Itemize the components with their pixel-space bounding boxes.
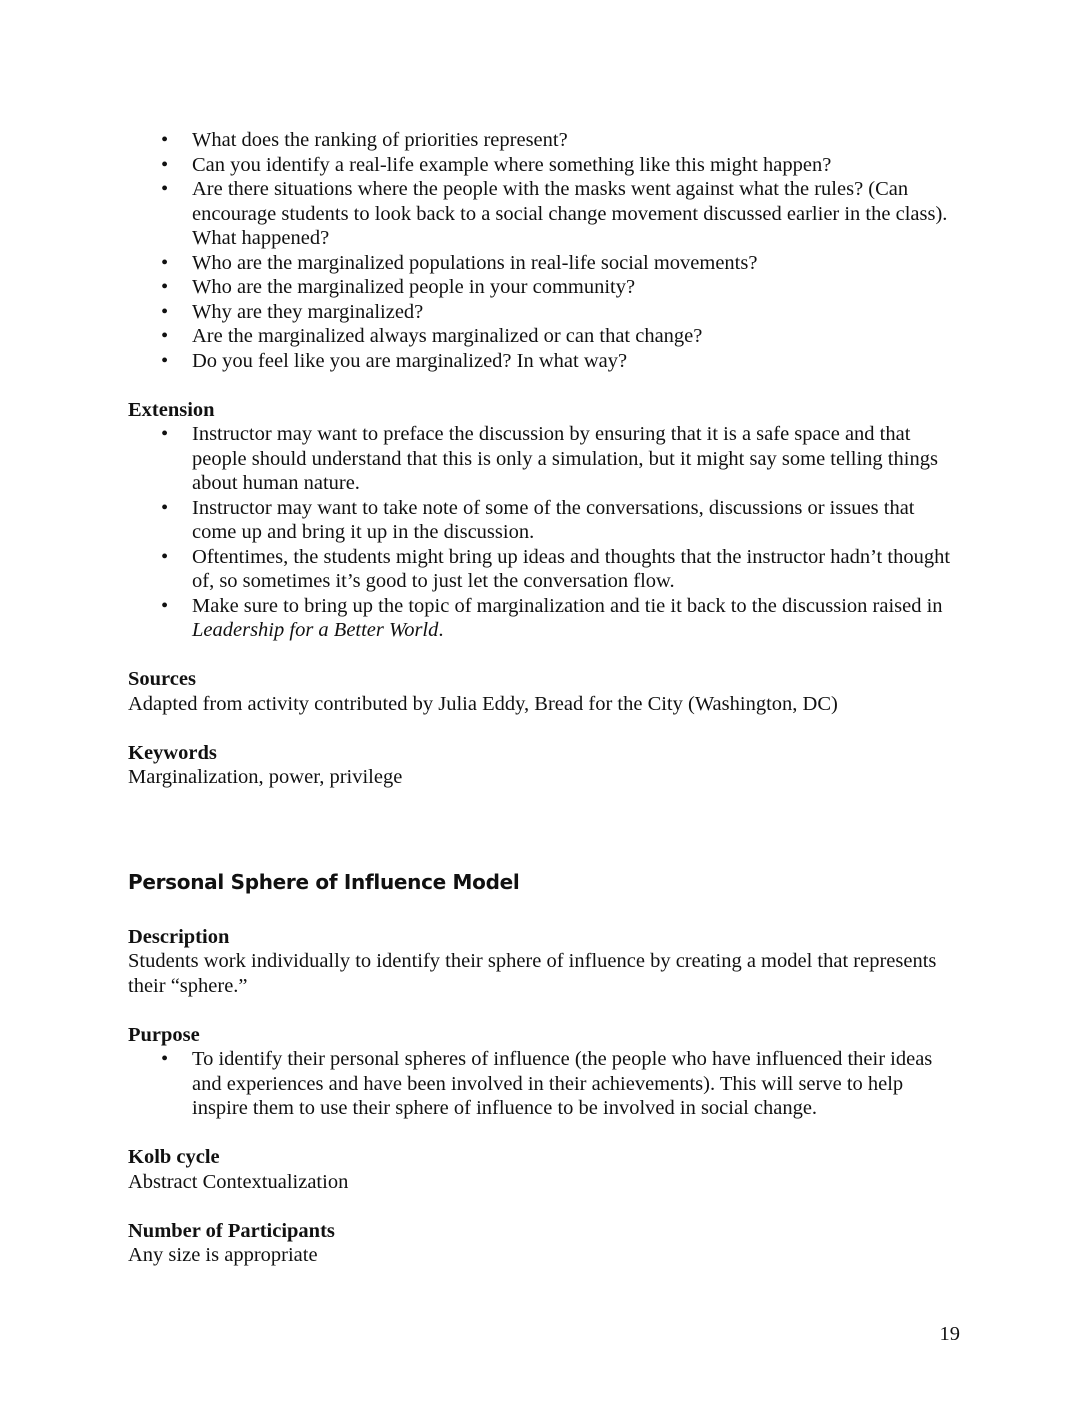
list-item xyxy=(192,594,958,643)
keywords-text: Marginalization, power, privilege xyxy=(128,766,403,788)
purpose-heading: Purpose xyxy=(128,1023,200,1046)
list-item: • Why are they marginalized? xyxy=(192,300,958,325)
extension-last-item-text: Make sure to bring up the topic of marginalization and tie it back to the discussion raised in xyxy=(192,594,943,617)
list-item: • Instructor may want to preface the discussion by ensuring that it is a safe space and that people should understand that this is only a simulation, but it might say some telling things about human nature. xyxy=(192,422,958,496)
purpose-list xyxy=(128,1047,958,1121)
description-text: Students work individually to identify their sphere of influence by creating a model that represents their “sphere.” xyxy=(128,950,937,997)
discussion-questions-list xyxy=(128,128,958,373)
list-item: • Do you feel like you are marginalized? In what way? xyxy=(192,349,958,374)
list-item: • What does the ranking of priorities represent? xyxy=(192,128,958,153)
list-item: • Can you identify a real-life example where something like this might happen? xyxy=(192,153,958,178)
list-item: • Are the marginalized always marginalized or can that change? xyxy=(192,324,958,349)
book-title: Leadership for a Better World xyxy=(192,619,439,641)
page-content xyxy=(128,128,958,1268)
list-item: • Who are the marginalized people in your community? xyxy=(192,275,958,300)
description-heading: Description xyxy=(128,925,230,948)
list-item: • Instructor may want to take note of some of the conversations, discussions or issues that come up and bring it up in the discussion. xyxy=(192,496,958,545)
page-number: 19 xyxy=(939,1323,960,1345)
extension-list xyxy=(128,422,958,643)
participants-heading: Number of Participants xyxy=(128,1219,335,1242)
sources-heading: Sources xyxy=(128,668,196,690)
list-item: • Oftentimes, the students might bring up ideas and thoughts that the instructor hadn’t thought of, so sometimes it’s good to just let the conversation flow. xyxy=(192,545,958,594)
list-item: • Who are the marginalized populations in real-life social movements? xyxy=(192,251,958,276)
keywords-heading: Keywords xyxy=(128,741,217,764)
participants-text: Any size is appropriate xyxy=(128,1244,318,1266)
kolb-cycle-heading: Kolb cycle xyxy=(128,1146,220,1168)
section-title: Personal Sphere of Influence Model xyxy=(128,869,520,894)
kolb-cycle-text: Abstract Contextualization xyxy=(128,1170,349,1193)
list-item: • To identify their personal spheres of influence (the people who have influenced their ideas and experiences and have been involved in their achievements). This will serve to help inspire them to use their sphere of influence to be involved in social change. xyxy=(192,1047,958,1121)
sources-text: Adapted from activity contributed by Julia Eddy, Bread for the City (Washington, DC) xyxy=(128,692,838,715)
extension-heading: Extension xyxy=(128,398,215,421)
extension-last-item-end: . xyxy=(438,619,444,641)
list-item: • Are there situations where the people with the masks went against what the rules? (Can encourage students to look back to a social change movement discussed earlier in the class). What happened? xyxy=(192,177,958,251)
